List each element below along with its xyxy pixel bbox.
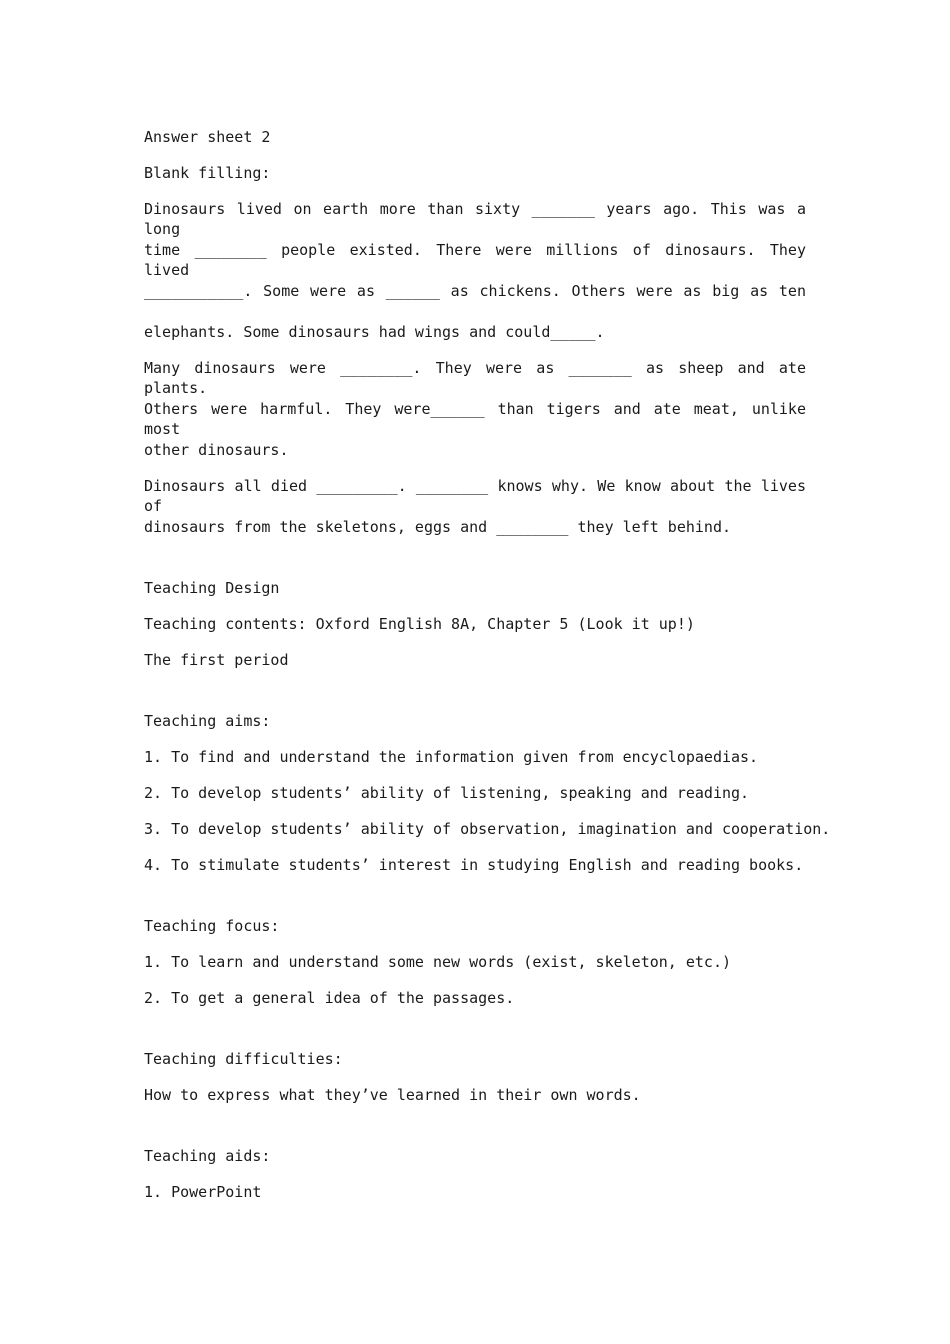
aid-item: 1. PowerPoint (144, 1183, 262, 1201)
focus-heading: Teaching focus: (144, 917, 280, 935)
aim-item: 1. To find and understand the information given from encyclopaedias. (144, 748, 759, 766)
aids-heading: Teaching aids: (144, 1147, 271, 1165)
focus-item: 1. To learn and understand some new words (exist, skeleton, etc.) (144, 953, 731, 971)
aim-item: 4. To stimulate students’ interest in studying English and reading books. (144, 856, 804, 874)
paragraph-line: Others were harmful. They were______ than tigers and ate meat, unlike most (144, 400, 806, 438)
difficulties-heading: Teaching difficulties: (144, 1050, 343, 1068)
aim-item: 3. To develop students’ ability of observation, imagination and cooperation. (144, 820, 831, 838)
aims-heading: Teaching aims: (144, 712, 271, 730)
paragraph-line: Many dinosaurs were ________. They were as _______ as sheep and ate plants. (144, 359, 806, 397)
difficulties-text: How to express what they’ve learned in their own words. (144, 1086, 641, 1104)
paragraph-line: dinosaurs from the skeletons, eggs and ________ they left behind. (144, 518, 731, 536)
paragraph-line: other dinosaurs. (144, 441, 289, 459)
paragraph-line: Dinosaurs all died _________. ________ knows why. We know about the lives of (144, 477, 806, 515)
answer-sheet-title: Answer sheet 2 (144, 128, 271, 146)
paragraph-line: ___________. Some were as ______ as chickens. Others were as big as ten (144, 282, 806, 300)
aim-item: 2. To develop students’ ability of listening, speaking and reading. (144, 784, 750, 802)
paragraph-line: Dinosaurs lived on earth more than sixty _______ years ago. This was a long (144, 200, 806, 238)
teaching-contents: Teaching contents: Oxford English 8A, Chapter 5 (Look it up!) (144, 615, 695, 633)
paragraph-line: time ________ people existed. There were millions of dinosaurs. They lived (144, 241, 806, 279)
period-label: The first period (144, 651, 289, 669)
paragraph-line: elephants. Some dinosaurs had wings and could_____. (144, 323, 605, 341)
blank-filling-heading: Blank filling: (144, 164, 271, 182)
teaching-design-title: Teaching Design (144, 579, 280, 597)
focus-item: 2. To get a general idea of the passages. (144, 989, 515, 1007)
